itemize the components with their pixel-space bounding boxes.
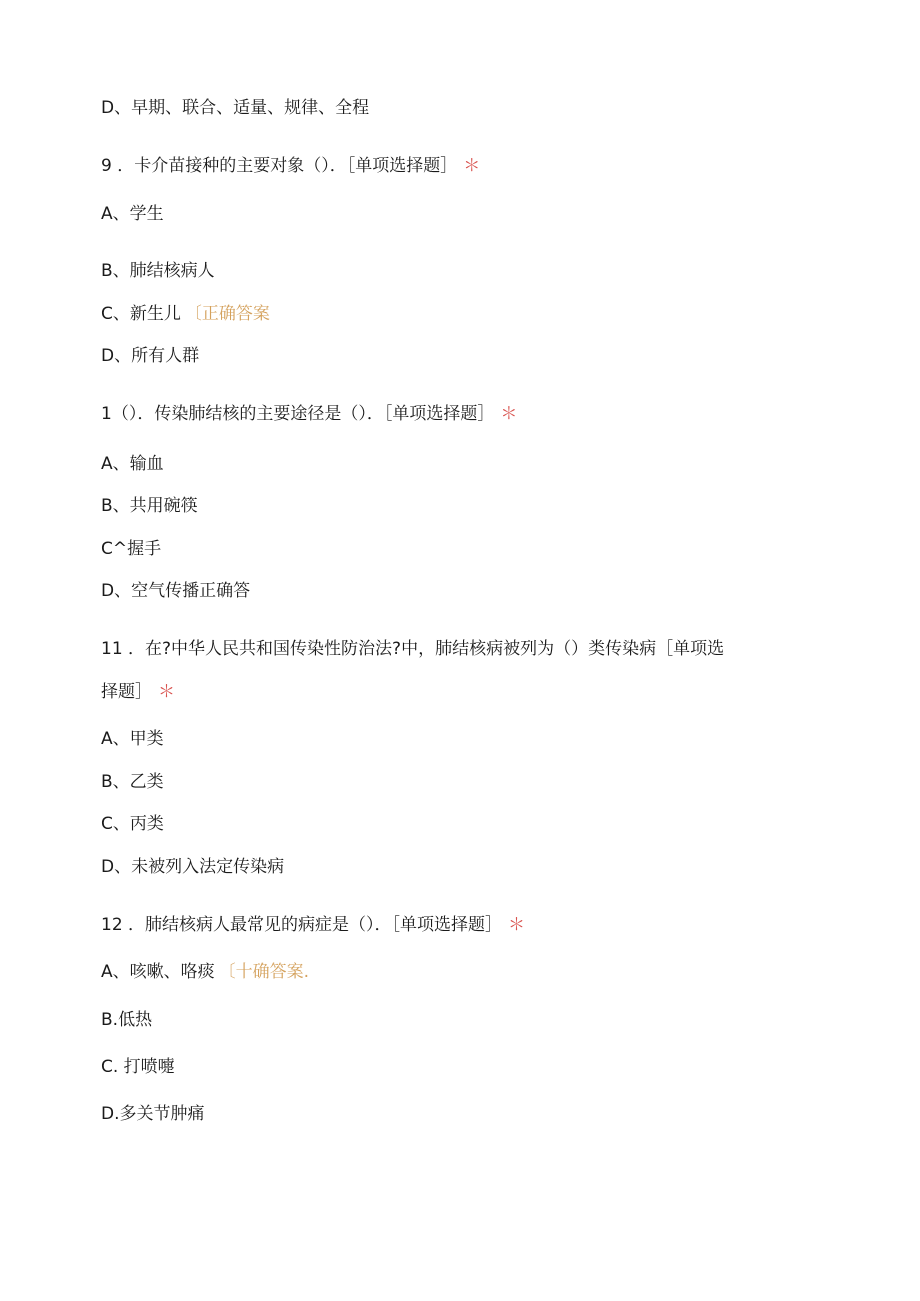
q12-option-d: D.多关节肿痛 [101, 1104, 205, 1124]
q9-option-d: D、所有人群 [101, 346, 200, 366]
required-star: ＊ [500, 404, 518, 424]
required-star: ＊ [463, 156, 481, 176]
q10-option-a: A、输血 [101, 454, 164, 474]
q12-option-b: B.低热 [101, 1010, 153, 1030]
q10-option-d: D、空气传播正确答 [101, 581, 251, 601]
required-star: ＊ [508, 915, 526, 935]
q11-option-d: D、未被列入法定传染病 [101, 857, 285, 877]
q11-option-a: A、甲类 [101, 729, 164, 749]
q9-option-c: C、新生儿 〔正确答案 [101, 304, 270, 324]
q8-option-d: D、早期、联合、适量、规律、全程 [101, 98, 370, 118]
q11-option-b: B、乙类 [101, 772, 164, 792]
q10-option-b: B、共用碗筷 [101, 496, 198, 516]
q9-option-a: A、学生 [101, 204, 164, 224]
q12-option-a: A、咳嗽、咯痰 〔十确答案. [101, 962, 310, 982]
q12-option-c: C. 打喷嚏 [101, 1057, 175, 1077]
q12-question: 12 ．肺结核病人最常见的病症是（）．［单项选择题］ ＊ [101, 915, 526, 935]
q9-option-b: B、肺结核病人 [101, 261, 215, 281]
q9-question: 9 ．卡介苗接种的主要对象（）．［单项选择题］ ＊ [101, 156, 481, 176]
required-star: ＊ [158, 682, 175, 702]
q11-question: 11 ．在?中华人民共和国传染性防治法?中，肺结核病被列为（）类传染病［单项选 [101, 639, 725, 659]
q10-question: 1（）．传染肺结核的主要途径是（）．［单项选择题］ ＊ [101, 404, 518, 424]
answer-mark: 〔正确答案 [184, 304, 270, 324]
q11-question-cont: 择题］ ＊ [101, 682, 175, 702]
answer-mark: 〔十确答案. [218, 962, 310, 982]
q10-option-c: C^握手 [101, 539, 162, 559]
q11-option-c: C、丙类 [101, 814, 164, 834]
